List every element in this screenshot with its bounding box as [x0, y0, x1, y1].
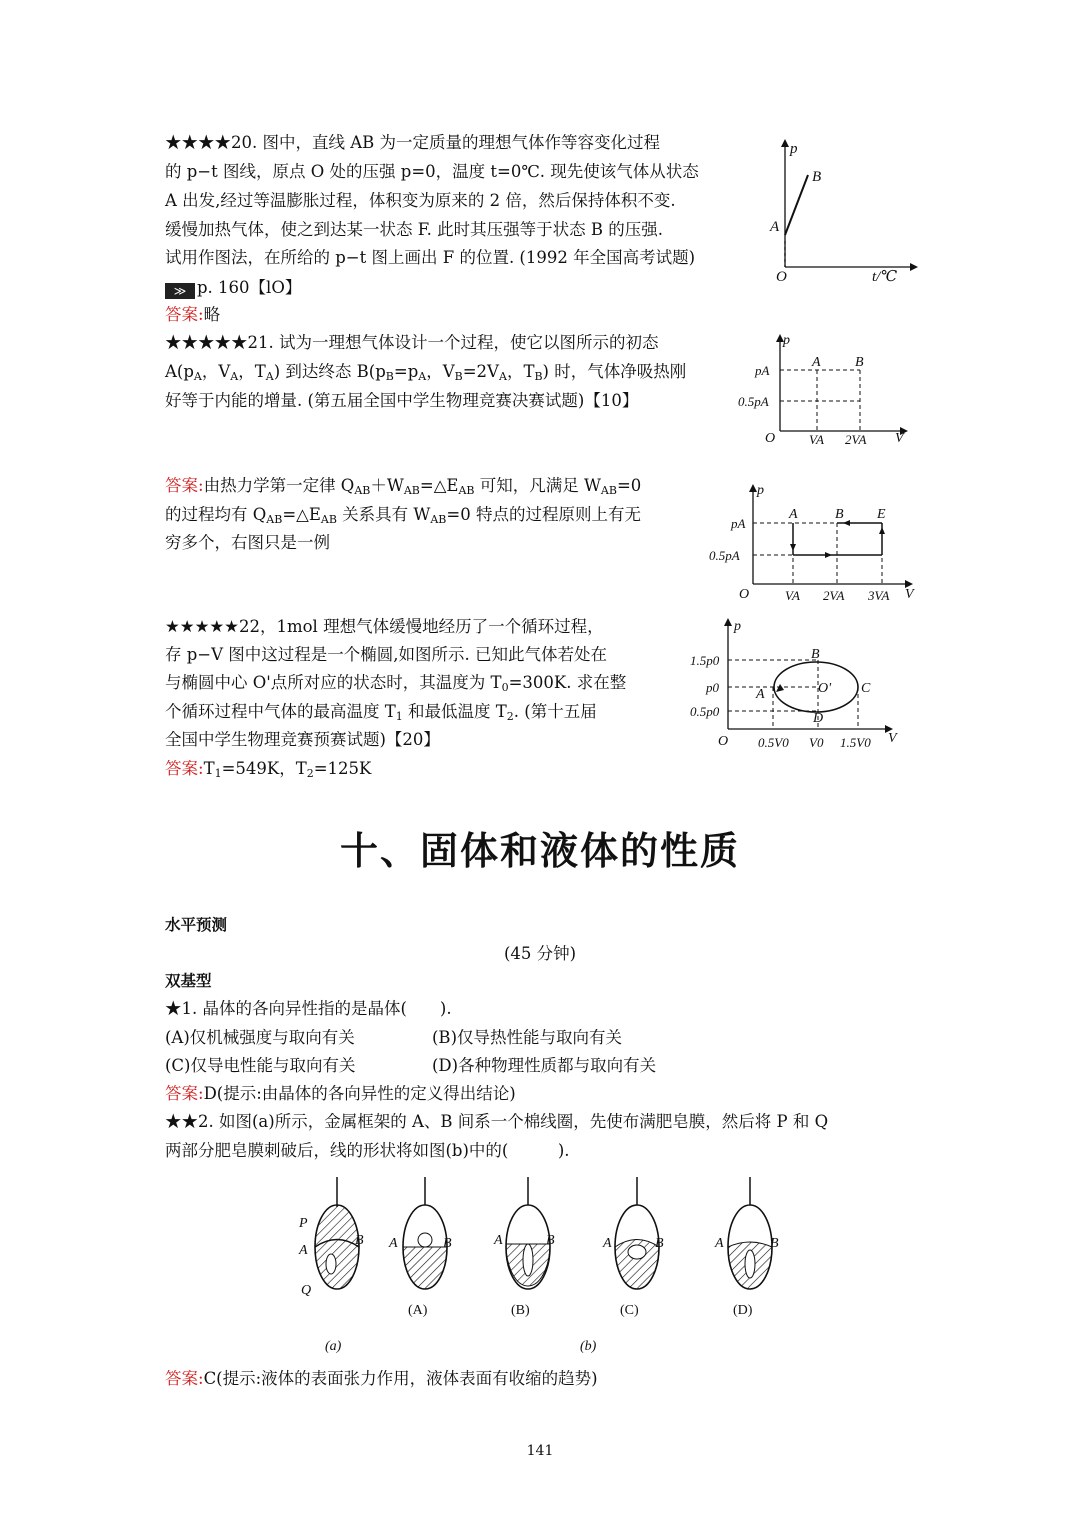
q21-fig-B: B [855, 355, 864, 370]
q21-afig-B: B [835, 507, 844, 522]
q21-fig-half: 0.5pA [738, 394, 769, 409]
section-time: (45 分钟) [503, 944, 577, 963]
fig-C-B: B [655, 1236, 664, 1251]
link-arrow-icon[interactable]: ≫ [165, 283, 195, 299]
q21-afig-E: E [877, 507, 886, 522]
s2-soap-film-figure [295, 1172, 795, 1357]
q22-fig-center: O' [818, 681, 832, 696]
q21-fig-pA: pA [755, 363, 770, 378]
q22-fig-O: O [718, 734, 729, 749]
fig-a-A: A [299, 1243, 308, 1258]
q22-fig-A: A [756, 687, 765, 702]
q20-answer: 答案:略 [165, 305, 221, 324]
figure-a [298, 1177, 364, 1354]
q21-line-3: 好等于内能的增量. (第五届全国中学生物理竞赛决赛试题)【10】 [165, 391, 639, 410]
q21-answer-line-3: 穷多个，右图只是一例 [165, 533, 330, 552]
q20-fig-O: O [776, 269, 787, 285]
q20-fig-t: t/℃ [872, 269, 898, 285]
q21-afig-2VA: 2VA [823, 588, 845, 603]
q22-fig-y1: p0 [706, 680, 719, 695]
fig-A-B: B [443, 1236, 452, 1251]
q21-afig-p: p [757, 483, 764, 498]
q22-line-2: 存 p−V 图中这过程是一个椭圆,如图所示. 已知此气体若处在 [165, 645, 608, 664]
q22-ellipse-figure [688, 612, 903, 757]
q20-line-2: 的 p−t 图线，原点 O 处的压强 p=0，温度 t=0℃. 现先使该气体从状态 [165, 162, 699, 181]
q22-fig-D: D [813, 711, 824, 726]
q22-line-5: 全国中学生物理竞赛预赛试题)【20】 [165, 730, 440, 749]
fig-C-label: (C) [620, 1303, 639, 1318]
fig-C-A: A [603, 1236, 612, 1251]
q20-line-3: A 出发,经过等温膨胀过程，体积变为原来的 2 倍，然后保持体积不变. [165, 191, 676, 210]
s1-option-c: (C)仅导电性能与取向有关 [165, 1056, 356, 1075]
q21-afig-3VA: 3VA [868, 588, 890, 603]
q21-afig-O: O [739, 587, 750, 602]
q20-line-5: 试用作图法，在所给的 p−t 图上画出 F 的位置. (1992 年全国高考试题) [165, 248, 696, 267]
option-D-figure [714, 1177, 779, 1318]
q22-fig-V: V [888, 731, 897, 746]
fig-a-Q: Q [301, 1283, 312, 1298]
s1-answer: 答案:D(提示:由晶体的各向异性的定义得出结论) [165, 1084, 516, 1103]
s2-line-2: 两部分肥皂膜刺破后，线的形状将如图(b)中的( ). [165, 1141, 570, 1160]
s1-question: ★1. 晶体的各向异性指的是晶体( ). [165, 999, 452, 1018]
q21-answer-figure [705, 478, 920, 606]
q20-line-4: 缓慢加热气体，使之到达某一状态 F. 此时其压强等于状态 B 的压强. [165, 220, 663, 239]
q20-fig-A: A [770, 219, 780, 235]
s2-answer: 答案:C(提示:液体的表面张力作用，液体表面有收缩的趋势) [165, 1369, 598, 1388]
q22-fig-x05: 0.5V0 [758, 735, 789, 750]
q20-line-1: ★★★★20. 图中，直线 AB 为一定质量的理想气体作等容变化过程 [165, 133, 661, 152]
s1-option-d: (D)各种物理性质都与取向有关 [432, 1056, 657, 1075]
q20-pt-figure [750, 135, 920, 285]
q21-fig-VA: VA [809, 432, 824, 447]
q20-ref[interactable]: ≫ p. 160【lO】 [165, 276, 301, 300]
fig-a-label: (a) [325, 1339, 342, 1354]
section-title: 十、固体和液体的性质 [339, 829, 740, 873]
q21-answer-line-1: 答案:由热力学第一定律 $Q_{AB}+W_{AB}=\triangle E_{AB}$ 可知，凡满足 $W_{AB}=0$ [165, 476, 642, 497]
fig-B-A: A [494, 1233, 503, 1248]
q21-afig-VA: VA [785, 588, 800, 603]
q22-fig-p: p [734, 619, 741, 634]
q22-fig-x1: V0 [809, 735, 824, 750]
q22-fig-y15: 1.5p0 [690, 653, 720, 668]
q22-fig-y05: 0.5p0 [690, 704, 720, 719]
fig-a-B: B [355, 1233, 364, 1248]
s1-option-b: (B)仅导热性能与取向有关 [432, 1028, 622, 1047]
q21-line-2: $A(p_A$，$V_A$，$T_A$) 到达终态 $B(p_B=p_A$，$V_B=2V_A$，$T_B$) 时，气体净吸热刚 [165, 362, 687, 383]
q21-fig-2VA: 2VA [845, 432, 867, 447]
q22-line-1: ★★★★★22，1mol 理想气体缓慢地经历了一个循环过程， [165, 617, 604, 636]
section-subtitle-1: 水平预测 [165, 916, 228, 934]
q22-answer: 答案$:T_1=549K$，$T_2=125K$ [165, 759, 372, 780]
option-A-figure [388, 1177, 452, 1318]
page-number: 141 [526, 1443, 554, 1459]
q21-answer-line-2: 的过程均有 $Q_{AB}=\triangle E_{AB}$ 关系具有 $W_{AB}=0$ 特点的过程原则上有无 [165, 505, 641, 526]
q22-line-4: 个循环过程中气体的最高温度 $T_1$ 和最低温度 $T_2$. (第十五届 [165, 702, 597, 723]
fig-D-label: (D) [733, 1303, 753, 1318]
q20-fig-B: B [812, 169, 822, 185]
fig-D-B: B [770, 1236, 779, 1251]
fig-b-label: (b) [580, 1339, 597, 1354]
q21-pv-figure [735, 328, 915, 450]
fig-A-label: (A) [408, 1303, 428, 1318]
q21-fig-p: p [783, 333, 790, 348]
q22-fig-B: B [811, 647, 820, 662]
q22-fig-C: C [861, 681, 871, 696]
option-B-figure [493, 1177, 555, 1318]
s2-line-1: ★★2. 如图(a)所示，金属框架的 A、B 间系一个棉线圈，先使布满肥皂膜，然后将 P 和 Q [165, 1112, 829, 1131]
section-subtitle-2: 双基型 [165, 972, 212, 990]
q20-fig-p: p [790, 141, 798, 157]
q21-afig-pA: pA [731, 516, 746, 531]
q21-fig-O: O [765, 431, 776, 446]
q21-fig-A: A [812, 355, 821, 370]
q22-fig-x15: 1.5V0 [840, 735, 871, 750]
q22-line-3: 与椭圆中心 O'点所对应的状态时，其温度为 $T_0=300K$. 求在整 [165, 673, 627, 694]
fig-B-label: (B) [511, 1303, 530, 1318]
fig-B-B: B [546, 1233, 555, 1248]
option-C-figure [602, 1177, 664, 1318]
q21-afig-half: 0.5pA [709, 548, 740, 563]
fig-D-A: A [715, 1236, 724, 1251]
q21-line-1: ★★★★★21. 试为一理想气体设计一个过程，使它以图所示的初态 [165, 333, 659, 352]
q21-fig-V: V [895, 431, 904, 446]
q21-afig-V: V [905, 587, 914, 602]
q21-afig-A: A [789, 507, 798, 522]
fig-A-A: A [389, 1236, 398, 1251]
s1-option-a: (A)仅机械强度与取向有关 [165, 1028, 355, 1047]
fig-a-P: P [299, 1216, 308, 1231]
